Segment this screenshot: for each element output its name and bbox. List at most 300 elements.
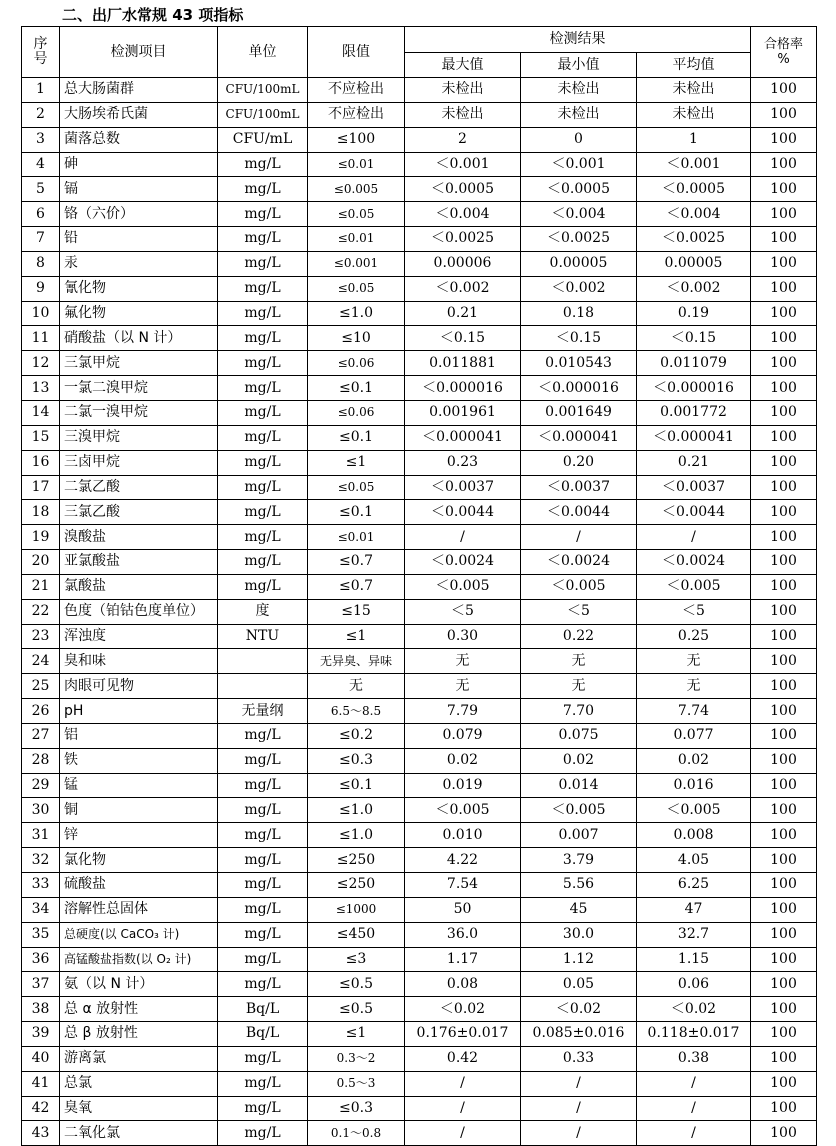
cell-max: 未检出	[405, 102, 521, 127]
cell-max: ＜5	[405, 599, 521, 624]
cell-unit: 无量纲	[218, 699, 308, 724]
cell-min: ＜0.001	[521, 152, 637, 177]
cell-no: 17	[22, 475, 60, 500]
cell-unit: mg/L	[218, 550, 308, 575]
cell-limit: ≤0.06	[308, 400, 405, 425]
cell-limit: ≤0.7	[308, 550, 405, 575]
cell-avg: 0.008	[637, 823, 751, 848]
cell-rate: 100	[751, 276, 817, 301]
cell-no: 33	[22, 873, 60, 898]
cell-max: /	[405, 1121, 521, 1146]
cell-rate: 100	[751, 1046, 817, 1071]
cell-rate: 100	[751, 425, 817, 450]
cell-unit: CFU/100mL	[218, 102, 308, 127]
header-item: 检测项目	[60, 27, 218, 78]
cell-max: ＜0.000016	[405, 376, 521, 401]
cell-max: 0.21	[405, 301, 521, 326]
cell-limit: 不应检出	[308, 78, 405, 103]
cell-avg: 0.19	[637, 301, 751, 326]
cell-max: 未检出	[405, 78, 521, 103]
cell-avg: 无	[637, 674, 751, 699]
cell-item: 氯酸盐	[60, 574, 218, 599]
cell-item: 氰化物	[60, 276, 218, 301]
cell-avg: ＜0.002	[637, 276, 751, 301]
cell-no: 41	[22, 1071, 60, 1096]
table-row	[22, 723, 817, 748]
cell-item: 三卤甲烷	[60, 450, 218, 475]
table-row	[22, 773, 817, 798]
cell-max: 7.54	[405, 873, 521, 898]
cell-no: 29	[22, 773, 60, 798]
cell-item: 砷	[60, 152, 218, 177]
cell-avg: ＜5	[637, 599, 751, 624]
table-row	[22, 550, 817, 575]
cell-unit: mg/L	[218, 823, 308, 848]
cell-avg: 0.25	[637, 624, 751, 649]
cell-unit	[218, 674, 308, 699]
cell-limit: ≤0.7	[308, 574, 405, 599]
cell-no: 9	[22, 276, 60, 301]
table-row	[22, 1071, 817, 1096]
cell-no: 14	[22, 400, 60, 425]
table-row	[22, 1121, 817, 1146]
cell-max: 0.00006	[405, 251, 521, 276]
cell-avg: /	[637, 1071, 751, 1096]
water-quality-table	[21, 26, 817, 1146]
cell-no: 21	[22, 574, 60, 599]
cell-max: 0.30	[405, 624, 521, 649]
cell-rate: 100	[751, 400, 817, 425]
table-row	[22, 798, 817, 823]
cell-min: /	[521, 1121, 637, 1146]
table-row	[22, 500, 817, 525]
cell-limit: ≤0.3	[308, 748, 405, 773]
table-row	[22, 748, 817, 773]
cell-rate: 100	[751, 500, 817, 525]
cell-unit: mg/L	[218, 848, 308, 873]
cell-min: 未检出	[521, 78, 637, 103]
cell-unit	[218, 649, 308, 674]
cell-limit: ≤1.0	[308, 823, 405, 848]
cell-max: ＜0.0005	[405, 177, 521, 202]
cell-limit: ≤0.1	[308, 376, 405, 401]
table-row	[22, 1096, 817, 1121]
cell-item: 溶解性总固体	[60, 897, 218, 922]
cell-min: 45	[521, 897, 637, 922]
cell-avg: 32.7	[637, 922, 751, 947]
cell-max: 0.08	[405, 972, 521, 997]
cell-min: 0.20	[521, 450, 637, 475]
cell-unit: mg/L	[218, 177, 308, 202]
cell-rate: 100	[751, 525, 817, 550]
cell-limit: ≤1	[308, 1022, 405, 1047]
cell-no: 36	[22, 947, 60, 972]
cell-item: 锌	[60, 823, 218, 848]
cell-rate: 100	[751, 1096, 817, 1121]
cell-no: 34	[22, 897, 60, 922]
cell-max: 7.79	[405, 699, 521, 724]
cell-unit: mg/L	[218, 922, 308, 947]
cell-no: 23	[22, 624, 60, 649]
cell-limit: ≤10	[308, 326, 405, 351]
table-row	[22, 674, 817, 699]
cell-limit: ≤1	[308, 450, 405, 475]
cell-item: 氟化物	[60, 301, 218, 326]
cell-limit: ≤0.2	[308, 723, 405, 748]
cell-max: ＜0.0037	[405, 475, 521, 500]
cell-unit: Bq/L	[218, 1022, 308, 1047]
cell-max: ＜0.002	[405, 276, 521, 301]
cell-item: 总 α 放射性	[60, 997, 218, 1022]
cell-min: ＜0.0044	[521, 500, 637, 525]
cell-max: 0.42	[405, 1046, 521, 1071]
cell-no: 27	[22, 723, 60, 748]
cell-avg: 0.02	[637, 748, 751, 773]
cell-max: ＜0.0044	[405, 500, 521, 525]
cell-item: pH	[60, 699, 218, 724]
cell-item: 三溴甲烷	[60, 425, 218, 450]
cell-min: 0.001649	[521, 400, 637, 425]
table-row	[22, 699, 817, 724]
cell-item: 镉	[60, 177, 218, 202]
cell-avg: 0.21	[637, 450, 751, 475]
cell-unit: mg/L	[218, 1121, 308, 1146]
cell-rate: 100	[751, 550, 817, 575]
cell-rate: 100	[751, 723, 817, 748]
cell-no: 8	[22, 251, 60, 276]
cell-avg: ＜0.004	[637, 202, 751, 227]
table-row	[22, 102, 817, 127]
cell-max: /	[405, 1071, 521, 1096]
cell-avg: 0.011079	[637, 351, 751, 376]
cell-limit: ≤0.001	[308, 251, 405, 276]
cell-min: 0.33	[521, 1046, 637, 1071]
cell-avg: ＜0.005	[637, 574, 751, 599]
cell-item: 浑浊度	[60, 624, 218, 649]
cell-unit: CFU/100mL	[218, 78, 308, 103]
cell-item: 锰	[60, 773, 218, 798]
cell-min: /	[521, 525, 637, 550]
cell-item: 硝酸盐（以 N 计）	[60, 326, 218, 351]
cell-no: 13	[22, 376, 60, 401]
table-row	[22, 276, 817, 301]
cell-rate: 100	[751, 922, 817, 947]
cell-min: ＜0.005	[521, 798, 637, 823]
cell-item: 色度（铂钴色度单位）	[60, 599, 218, 624]
cell-no: 4	[22, 152, 60, 177]
cell-avg: ＜0.0044	[637, 500, 751, 525]
cell-unit: Bq/L	[218, 997, 308, 1022]
cell-item: 臭氧	[60, 1096, 218, 1121]
cell-rate: 100	[751, 848, 817, 873]
cell-max: 0.23	[405, 450, 521, 475]
cell-limit: 0.1～0.8	[308, 1121, 405, 1146]
cell-item: 菌落总数	[60, 127, 218, 152]
cell-min: 0.22	[521, 624, 637, 649]
cell-unit: mg/L	[218, 351, 308, 376]
cell-item: 高锰酸盐指数(以 O₂ 计)	[60, 947, 218, 972]
cell-max: 2	[405, 127, 521, 152]
table-row	[22, 823, 817, 848]
cell-min: ＜5	[521, 599, 637, 624]
cell-avg: 0.06	[637, 972, 751, 997]
cell-avg: 无	[637, 649, 751, 674]
cell-avg: 4.05	[637, 848, 751, 873]
cell-max: ＜0.0025	[405, 227, 521, 252]
header-rate	[751, 27, 817, 78]
cell-unit: mg/L	[218, 1096, 308, 1121]
cell-limit: ≤0.5	[308, 972, 405, 997]
cell-avg: 7.74	[637, 699, 751, 724]
cell-limit: ≤0.1	[308, 425, 405, 450]
cell-max: ＜0.005	[405, 574, 521, 599]
cell-no: 37	[22, 972, 60, 997]
cell-avg: 未检出	[637, 78, 751, 103]
cell-rate: 100	[751, 127, 817, 152]
cell-no: 7	[22, 227, 60, 252]
cell-min: /	[521, 1071, 637, 1096]
cell-avg: 未检出	[637, 102, 751, 127]
cell-no: 22	[22, 599, 60, 624]
cell-min: ＜0.0037	[521, 475, 637, 500]
cell-min: 0.014	[521, 773, 637, 798]
cell-unit: NTU	[218, 624, 308, 649]
cell-avg: 47	[637, 897, 751, 922]
cell-no: 39	[22, 1022, 60, 1047]
cell-avg: ＜0.15	[637, 326, 751, 351]
cell-unit: mg/L	[218, 450, 308, 475]
cell-avg: 0.118±0.017	[637, 1022, 751, 1047]
cell-unit: mg/L	[218, 748, 308, 773]
cell-no: 24	[22, 649, 60, 674]
cell-item: 硫酸盐	[60, 873, 218, 898]
cell-unit: mg/L	[218, 400, 308, 425]
cell-limit: ≤0.05	[308, 475, 405, 500]
cell-max: 50	[405, 897, 521, 922]
cell-rate: 100	[751, 152, 817, 177]
cell-max: 0.010	[405, 823, 521, 848]
table-row	[22, 227, 817, 252]
header-seq-line2: 号	[33, 51, 48, 67]
cell-no: 6	[22, 202, 60, 227]
cell-unit: mg/L	[218, 574, 308, 599]
cell-item: 铅	[60, 227, 218, 252]
table-row	[22, 848, 817, 873]
header-max: 最大值	[405, 53, 521, 78]
cell-item: 大肠埃希氏菌	[60, 102, 218, 127]
header-results: 检测结果	[405, 27, 751, 53]
cell-limit: ≤0.3	[308, 1096, 405, 1121]
cell-rate: 100	[751, 78, 817, 103]
table-row	[22, 425, 817, 450]
cell-min: 0.007	[521, 823, 637, 848]
cell-limit: 不应检出	[308, 102, 405, 127]
cell-max: /	[405, 1096, 521, 1121]
cell-max: ＜0.004	[405, 202, 521, 227]
cell-avg: 0.001772	[637, 400, 751, 425]
cell-limit: ≤3	[308, 947, 405, 972]
cell-item: 三氯乙酸	[60, 500, 218, 525]
table-row	[22, 177, 817, 202]
cell-avg: 1.15	[637, 947, 751, 972]
cell-unit: mg/L	[218, 475, 308, 500]
cell-avg: ＜0.000016	[637, 376, 751, 401]
cell-item: 汞	[60, 251, 218, 276]
cell-rate: 100	[751, 251, 817, 276]
table-row	[22, 599, 817, 624]
cell-unit: mg/L	[218, 376, 308, 401]
cell-item: 一氯二溴甲烷	[60, 376, 218, 401]
cell-min: ＜0.000041	[521, 425, 637, 450]
cell-max: /	[405, 525, 521, 550]
cell-item: 氨（以 N 计）	[60, 972, 218, 997]
cell-limit: ≤450	[308, 922, 405, 947]
cell-min: 30.0	[521, 922, 637, 947]
cell-limit: ≤0.01	[308, 525, 405, 550]
table-row	[22, 997, 817, 1022]
cell-no: 40	[22, 1046, 60, 1071]
cell-item: 游离氯	[60, 1046, 218, 1071]
table-row	[22, 1046, 817, 1071]
table-row	[22, 624, 817, 649]
table-row	[22, 897, 817, 922]
cell-no: 16	[22, 450, 60, 475]
cell-min: 0.02	[521, 748, 637, 773]
cell-item: 三氯甲烷	[60, 351, 218, 376]
cell-rate: 100	[751, 773, 817, 798]
header-avg: 平均值	[637, 53, 751, 78]
cell-unit: mg/L	[218, 326, 308, 351]
cell-rate: 100	[751, 574, 817, 599]
cell-max: ＜0.0024	[405, 550, 521, 575]
cell-unit: mg/L	[218, 1046, 308, 1071]
table-row	[22, 574, 817, 599]
cell-rate: 100	[751, 997, 817, 1022]
cell-no: 30	[22, 798, 60, 823]
cell-max: 4.22	[405, 848, 521, 873]
cell-avg: ＜0.02	[637, 997, 751, 1022]
cell-rate: 100	[751, 897, 817, 922]
cell-rate: 100	[751, 475, 817, 500]
cell-min: ＜0.0025	[521, 227, 637, 252]
table-row	[22, 351, 817, 376]
cell-rate: 100	[751, 599, 817, 624]
cell-avg: 0.077	[637, 723, 751, 748]
cell-max: 0.176±0.017	[405, 1022, 521, 1047]
cell-item: 臭和味	[60, 649, 218, 674]
cell-min: 未检出	[521, 102, 637, 127]
cell-no: 11	[22, 326, 60, 351]
cell-limit: ≤1.0	[308, 798, 405, 823]
table-row	[22, 127, 817, 152]
cell-item: 二氯乙酸	[60, 475, 218, 500]
cell-max: 36.0	[405, 922, 521, 947]
cell-max: 无	[405, 649, 521, 674]
cell-limit: ≤1000	[308, 897, 405, 922]
cell-min: 5.56	[521, 873, 637, 898]
cell-item: 铬（六价）	[60, 202, 218, 227]
cell-min: /	[521, 1096, 637, 1121]
cell-no: 38	[22, 997, 60, 1022]
cell-rate: 100	[751, 202, 817, 227]
cell-item: 铁	[60, 748, 218, 773]
cell-limit: ≤0.05	[308, 276, 405, 301]
table-row	[22, 78, 817, 103]
cell-unit: mg/L	[218, 202, 308, 227]
cell-limit: ≤250	[308, 848, 405, 873]
cell-unit: mg/L	[218, 301, 308, 326]
cell-rate: 100	[751, 748, 817, 773]
cell-min: 0.085±0.016	[521, 1022, 637, 1047]
cell-min: ＜0.000016	[521, 376, 637, 401]
cell-avg: ＜0.0037	[637, 475, 751, 500]
cell-rate: 100	[751, 102, 817, 127]
cell-limit: ≤0.5	[308, 997, 405, 1022]
table-row	[22, 649, 817, 674]
cell-limit: ≤15	[308, 599, 405, 624]
table-row	[22, 922, 817, 947]
cell-unit: mg/L	[218, 276, 308, 301]
cell-avg: ＜0.005	[637, 798, 751, 823]
cell-rate: 100	[751, 1071, 817, 1096]
table-row	[22, 475, 817, 500]
cell-rate: 100	[751, 674, 817, 699]
cell-min: 0.010543	[521, 351, 637, 376]
table-row	[22, 326, 817, 351]
cell-limit: ≤1	[308, 624, 405, 649]
table-body	[22, 78, 817, 1146]
cell-max: ＜0.15	[405, 326, 521, 351]
cell-rate: 100	[751, 699, 817, 724]
cell-min: ＜0.02	[521, 997, 637, 1022]
cell-no: 28	[22, 748, 60, 773]
cell-rate: 100	[751, 823, 817, 848]
cell-min: 1.12	[521, 947, 637, 972]
cell-no: 32	[22, 848, 60, 873]
header-unit: 单位	[218, 27, 308, 78]
cell-item: 铜	[60, 798, 218, 823]
cell-no: 2	[22, 102, 60, 127]
cell-limit: ≤0.06	[308, 351, 405, 376]
table-row	[22, 1022, 817, 1047]
cell-unit: mg/L	[218, 500, 308, 525]
cell-avg: ＜0.0024	[637, 550, 751, 575]
cell-avg: ＜0.000041	[637, 425, 751, 450]
cell-no: 19	[22, 525, 60, 550]
cell-max: 1.17	[405, 947, 521, 972]
header-seq-line1: 序	[33, 36, 48, 52]
table-row	[22, 301, 817, 326]
cell-no: 1	[22, 78, 60, 103]
cell-avg: 1	[637, 127, 751, 152]
cell-max: 0.019	[405, 773, 521, 798]
cell-min: ＜0.004	[521, 202, 637, 227]
cell-max: 0.001961	[405, 400, 521, 425]
cell-min: ＜0.0024	[521, 550, 637, 575]
table-row	[22, 376, 817, 401]
cell-unit: mg/L	[218, 425, 308, 450]
cell-no: 42	[22, 1096, 60, 1121]
cell-no: 5	[22, 177, 60, 202]
cell-min: 7.70	[521, 699, 637, 724]
table-row	[22, 152, 817, 177]
cell-min: 0.18	[521, 301, 637, 326]
cell-min: ＜0.002	[521, 276, 637, 301]
cell-avg: 0.38	[637, 1046, 751, 1071]
cell-rate: 100	[751, 873, 817, 898]
cell-unit: mg/L	[218, 525, 308, 550]
cell-no: 26	[22, 699, 60, 724]
